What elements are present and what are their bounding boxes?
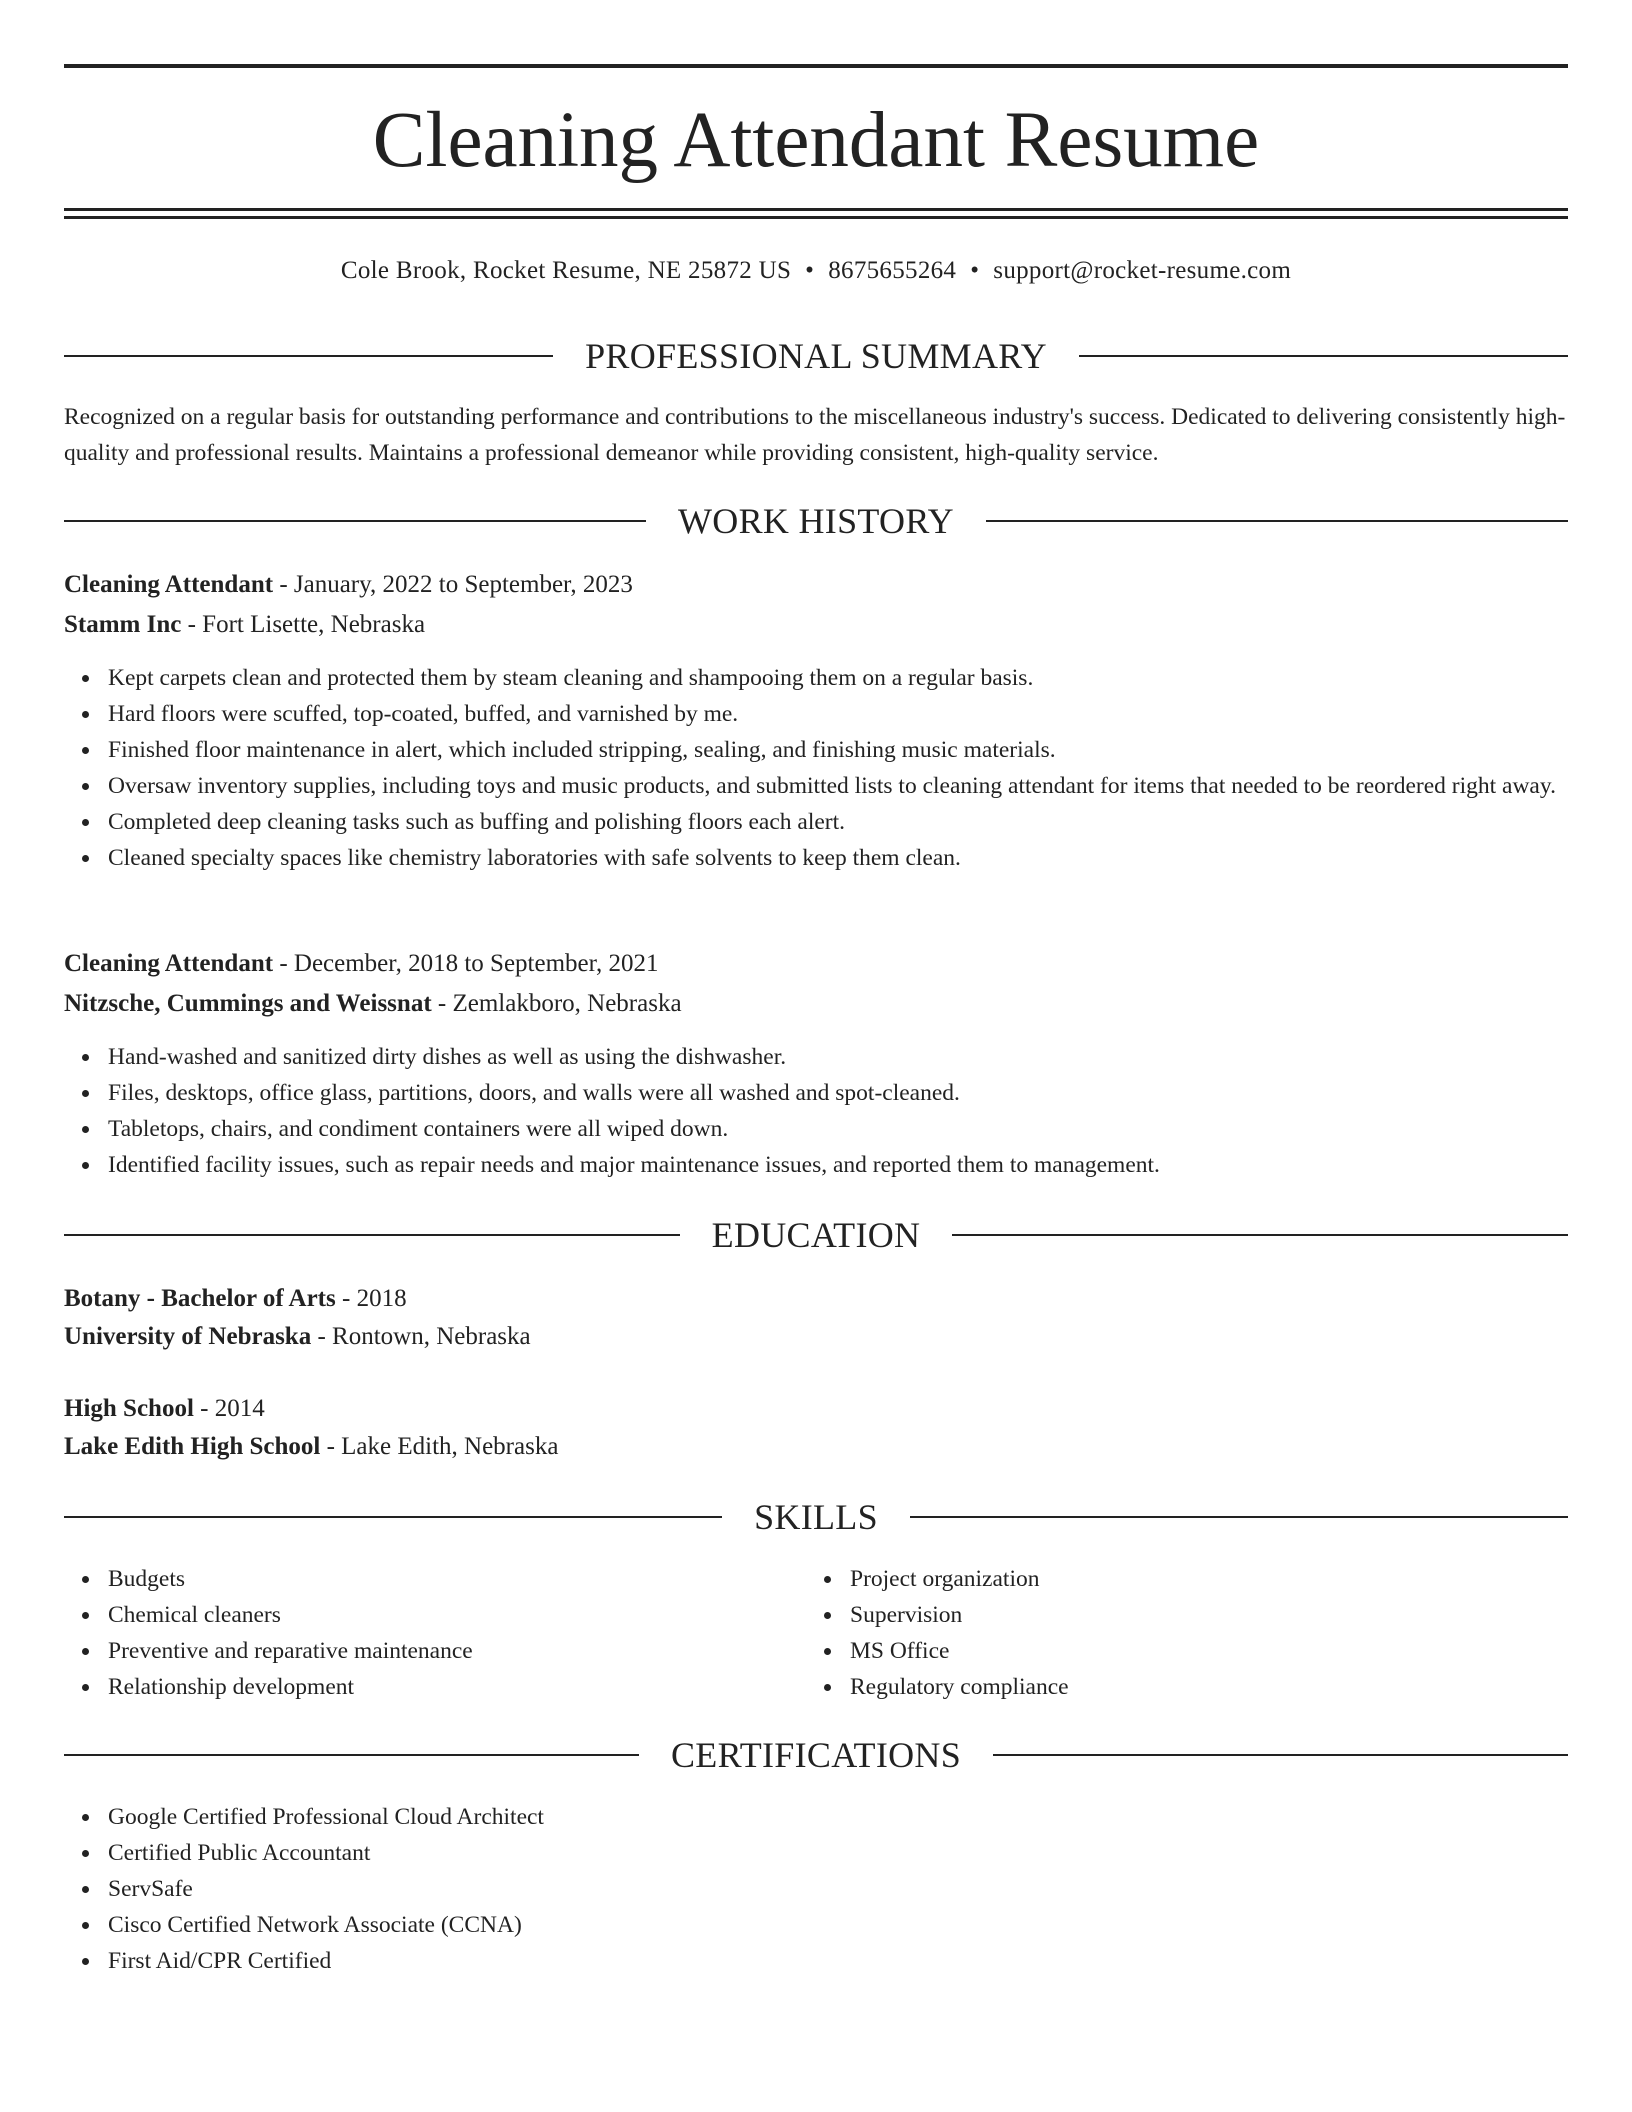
- resume-title: Cleaning Attendant Resume: [372, 97, 1260, 184]
- job-company-line: [64, 986, 1568, 1022]
- heading-rule: [986, 520, 1568, 522]
- job-company: Stamm Inc: [64, 611, 182, 638]
- list-item: Regulatory compliance: [850, 1669, 1550, 1705]
- heading-rule: [993, 1754, 1568, 1756]
- list-item: Cleaned specialty spaces like chemistry laboratories with safe solvents to keep them clean.: [108, 840, 1612, 876]
- heading-rule: [910, 1516, 1568, 1518]
- job-title: Cleaning Attendant: [64, 571, 274, 598]
- contact-separator: •: [970, 257, 980, 284]
- heading-rule: [1079, 355, 1568, 357]
- education-school-line: [64, 1429, 1568, 1465]
- title-rule-upper: [64, 208, 1568, 211]
- heading-rule: [64, 520, 646, 522]
- job-duties-list: [64, 660, 1612, 876]
- contact-line: [64, 254, 1568, 288]
- education-degree-line: [64, 1391, 1568, 1427]
- section-heading-skills: [64, 1495, 1568, 1539]
- job-company: Nitzsche, Cummings and Weissnat: [64, 990, 432, 1017]
- list-item: Google Certified Professional Cloud Architect: [108, 1799, 1612, 1835]
- education-year: - 2014: [193, 1395, 265, 1422]
- section-title: EDUCATION: [711, 1215, 921, 1255]
- heading-rule: [952, 1234, 1568, 1236]
- heading-rule: [64, 1754, 639, 1756]
- list-item: Kept carpets clean and protected them by steam cleaning and shampooing them on a regular basis.: [108, 660, 1612, 696]
- education-school: University of Nebraska: [64, 1323, 312, 1350]
- list-item: Budgets: [108, 1561, 808, 1597]
- top-rule: [64, 64, 1568, 68]
- list-item: Project organization: [850, 1561, 1550, 1597]
- education-school: Lake Edith High School: [64, 1433, 321, 1460]
- list-item: Identified facility issues, such as repair needs and major maintenance issues, and reported them to management.: [108, 1147, 1612, 1183]
- contact-phone: 8675655264: [828, 257, 957, 284]
- education-degree-line: [64, 1281, 1568, 1317]
- list-item: MS Office: [850, 1633, 1550, 1669]
- list-item: ServSafe: [108, 1871, 1612, 1907]
- job-location: - Zemlakboro, Nebraska: [431, 990, 682, 1017]
- list-item: Tabletops, chairs, and condiment containers were all wiped down.: [108, 1111, 1612, 1147]
- section-heading-summary: [64, 334, 1568, 378]
- section-heading-education: [64, 1213, 1568, 1257]
- contact-address: Cole Brook, Rocket Resume, NE 25872 US: [340, 257, 792, 284]
- contact-email: support@rocket-resume.com: [993, 257, 1292, 284]
- summary-text: Recognized on a regular basis for outstanding performance and contributions to the miscellaneous industry's success. Dedicated to delivering consistently high-quality and professional results. Maintains a professional demeanor while providing consistent, high-quality service.: [64, 404, 1566, 466]
- education-school-line: [64, 1319, 1568, 1355]
- skills-list-left: [64, 1561, 808, 1705]
- list-item: Chemical cleaners: [108, 1597, 808, 1633]
- title-rule-lower: [64, 216, 1568, 219]
- list-item: Finished floor maintenance in alert, which included stripping, sealing, and finishing music materials.: [108, 732, 1612, 768]
- education-location: - Lake Edith, Nebraska: [320, 1433, 559, 1460]
- list-item: Completed deep cleaning tasks such as buffing and polishing floors each alert.: [108, 804, 1612, 840]
- list-item: Preventive and reparative maintenance: [108, 1633, 808, 1669]
- job-title-line: [64, 946, 1568, 982]
- skills-list-right: [806, 1561, 1550, 1705]
- job-company-line: [64, 607, 1568, 643]
- heading-rule: [64, 1234, 680, 1236]
- section-title: WORK HISTORY: [678, 501, 954, 541]
- job-dates: - December, 2018 to September, 2021: [273, 950, 659, 977]
- list-item: Oversaw inventory supplies, including toys and music products, and submitted lists to cleaning attendant for items that needed to be reordered right away.: [108, 768, 1612, 804]
- section-title: CERTIFICATIONS: [670, 1735, 962, 1775]
- list-item: Relationship development: [108, 1669, 808, 1705]
- list-item: Supervision: [850, 1597, 1550, 1633]
- list-item: Hard floors were scuffed, top-coated, buffed, and varnished by me.: [108, 696, 1612, 732]
- list-item: Certified Public Accountant: [108, 1835, 1612, 1871]
- education-degree: Botany - Bachelor of Arts: [64, 1285, 336, 1312]
- certifications-list: [64, 1799, 1612, 1979]
- education-location: - Rontown, Nebraska: [311, 1323, 531, 1350]
- list-item: Hand-washed and sanitized dirty dishes as well as using the dishwasher.: [108, 1039, 1612, 1075]
- heading-rule: [64, 1516, 722, 1518]
- job-title: Cleaning Attendant: [64, 950, 274, 977]
- list-item: First Aid/CPR Certified: [108, 1943, 1612, 1979]
- job-dates: - January, 2022 to September, 2023: [273, 571, 633, 598]
- section-heading-certifications: [64, 1733, 1568, 1777]
- education-year: - 2018: [335, 1285, 407, 1312]
- section-heading-work: [64, 499, 1568, 543]
- job-title-line: [64, 567, 1568, 603]
- job-duties-list: [64, 1039, 1612, 1183]
- section-title: PROFESSIONAL SUMMARY: [585, 336, 1047, 376]
- heading-rule: [64, 355, 553, 357]
- section-title: SKILLS: [754, 1497, 878, 1537]
- list-item: Files, desktops, office glass, partitions, doors, and walls were all washed and spot-cleaned.: [108, 1075, 1612, 1111]
- job-location: - Fort Lisette, Nebraska: [181, 611, 426, 638]
- education-degree: High School: [64, 1395, 194, 1422]
- contact-separator: •: [805, 257, 815, 284]
- list-item: Cisco Certified Network Associate (CCNA): [108, 1907, 1612, 1943]
